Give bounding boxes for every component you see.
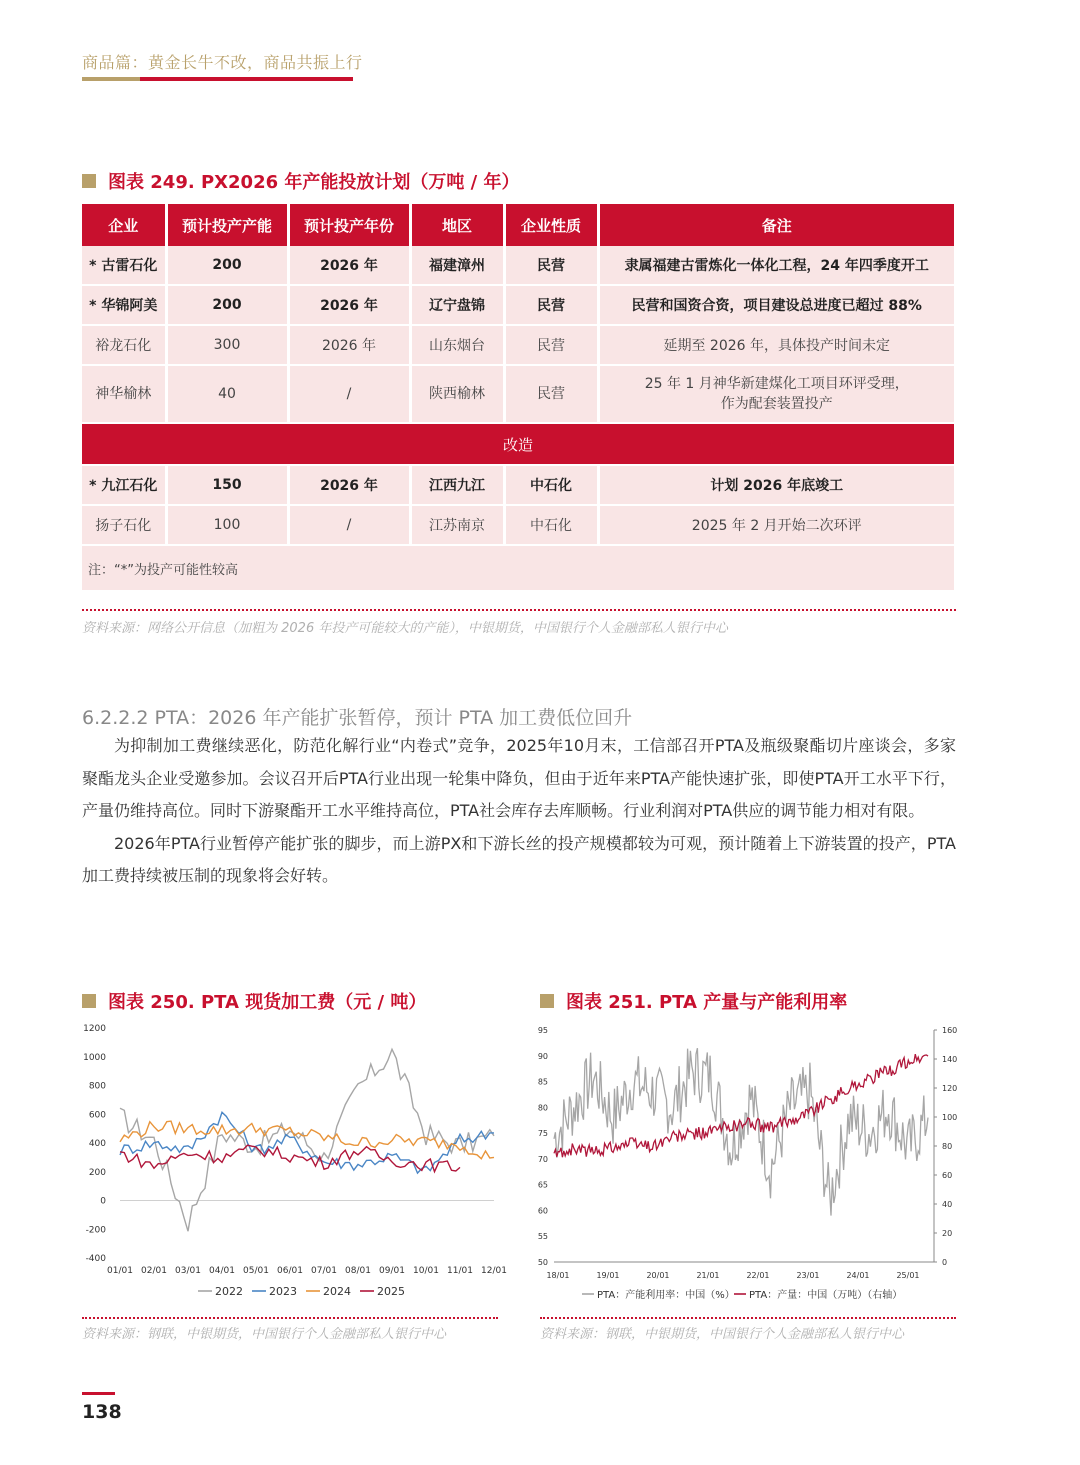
- table-cell: 200: [166, 285, 288, 325]
- square-bullet-icon: [82, 174, 96, 188]
- table-cell: 2026 年: [288, 246, 410, 285]
- x-tick-label: 18/01: [546, 1271, 570, 1280]
- y-tick-label: -200: [85, 1225, 106, 1236]
- y-tick-label: 55: [537, 1232, 548, 1242]
- y-tick-label: 1200: [83, 1024, 106, 1034]
- col-header: 预计投产产能: [166, 204, 288, 246]
- table-cell: /: [288, 505, 410, 545]
- pta-processing-fee-chart: [78, 1018, 507, 1310]
- y2-tick-label: 80: [942, 1142, 953, 1151]
- col-header: 预计投产年份: [288, 204, 410, 246]
- x-tick-label: 02/01: [141, 1266, 167, 1276]
- chart251-title-wrap: [540, 988, 847, 1014]
- table-cell: 延期至 2026 年，具体投产时间未定: [598, 325, 954, 365]
- y-tick-label: 800: [88, 1081, 106, 1092]
- section-heading: 6.2.2.2 PTA：2026 年产能扩张暂停，预计 PTA 加工费低位回升: [82, 707, 633, 729]
- x-tick-label: 10/01: [413, 1266, 439, 1276]
- col-header: 企业性质: [504, 204, 598, 246]
- table-cell: 扬子石化: [82, 505, 166, 545]
- x-tick-label: 05/01: [243, 1266, 269, 1276]
- chart250-source: 资料来源：钢联，中银期货，中国银行个人金融部私人银行中心: [82, 1327, 447, 1342]
- legend-label: 2024: [323, 1285, 351, 1298]
- y2-tick-label: 100: [942, 1113, 958, 1122]
- y2-tick-label: 40: [942, 1200, 953, 1209]
- table-cell: 2025 年 2 月开始二次环评: [598, 505, 954, 545]
- y2-tick-label: 160: [942, 1026, 958, 1035]
- table-cell: 裕龙石化: [82, 325, 166, 365]
- table-cell: * 华锦阿美: [82, 285, 166, 325]
- x-tick-label: 12/01: [481, 1266, 507, 1276]
- y-tick-label: 200: [88, 1167, 106, 1178]
- square-bullet-icon: [540, 994, 554, 1008]
- y-tick-label: 60: [537, 1206, 548, 1216]
- x-tick-label: 11/01: [447, 1266, 473, 1276]
- col-header: 地区: [410, 204, 504, 246]
- legend-label: PTA：产能利用率：中国（%）: [597, 1290, 735, 1301]
- table-cell: 神华榆林: [82, 365, 166, 423]
- series-line-2022: [120, 1049, 494, 1231]
- table-cell: 民营: [504, 365, 598, 423]
- x-tick-label: 25/01: [896, 1271, 920, 1280]
- table-cell: /: [288, 365, 410, 423]
- table-header-row: [82, 204, 954, 246]
- x-tick-label: 03/01: [175, 1266, 201, 1276]
- y-tick-label: 50: [537, 1258, 548, 1267]
- dotted-divider: [82, 609, 956, 611]
- dotted-divider: [82, 1317, 498, 1319]
- table-cell: 辽宁盘锦: [410, 285, 504, 325]
- table-cell: 40: [166, 365, 288, 423]
- table249-title-wrap: [82, 168, 520, 194]
- chart250-title-wrap: [82, 988, 426, 1014]
- dotted-divider: [540, 1317, 956, 1319]
- pta-output-utilization-chart: [534, 1018, 964, 1310]
- x-tick-label: 20/01: [646, 1271, 670, 1280]
- legend-label: 2022: [215, 1285, 243, 1298]
- table-row: [82, 365, 954, 423]
- table-cell: 福建漳州: [410, 246, 504, 285]
- y-tick-label: -400: [85, 1254, 106, 1264]
- table-row: [82, 246, 954, 285]
- table-cell: * 九江石化: [82, 465, 166, 505]
- y2-tick-label: 0: [942, 1258, 948, 1267]
- x-tick-label: 08/01: [345, 1266, 371, 1276]
- y-tick-label: 90: [537, 1051, 548, 1061]
- table-cell: 300: [166, 325, 288, 365]
- table-cell: 隶属福建古雷炼化一体化工程，24 年四季度开工: [598, 246, 954, 285]
- table-cell: 中石化: [504, 505, 598, 545]
- table249-title: 图表 249. PX2026 年产能投放计划（万吨 / 年）: [108, 172, 520, 193]
- legend-label: PTA：产量：中国（万吨）（右轴）: [749, 1290, 903, 1301]
- square-bullet-icon: [82, 994, 96, 1008]
- y2-tick-label: 120: [942, 1084, 958, 1093]
- col-header: 企业: [82, 204, 166, 246]
- y-tick-label: 65: [537, 1180, 548, 1190]
- table-section-row: [82, 423, 954, 465]
- y2-tick-label: 20: [942, 1229, 953, 1238]
- table-cell: 江西九江: [410, 465, 504, 505]
- table-cell: 2026 年: [288, 325, 410, 365]
- x-tick-label: 19/01: [596, 1271, 620, 1280]
- col-header: 备注: [598, 204, 954, 246]
- table-cell: 民营: [504, 325, 598, 365]
- header-bar-gold: [82, 77, 140, 81]
- table-cell: 计划 2026 年底竣工: [598, 465, 954, 505]
- table-cell: 陕西榆林: [410, 365, 504, 423]
- table-cell: 中石化: [504, 465, 598, 505]
- x-tick-label: 06/01: [277, 1266, 303, 1276]
- chart250-title: 图表 250. PTA 现货加工费（元 / 吨）: [108, 992, 427, 1013]
- y-tick-label: 80: [537, 1103, 548, 1113]
- table-cell: * 古雷石化: [82, 246, 166, 285]
- table-cell: 民营和国资合资，项目建设总进度已超过 88%: [598, 285, 954, 325]
- chart251-title: 图表 251. PTA 产量与产能利用率: [566, 992, 848, 1013]
- y-tick-label: 600: [88, 1110, 106, 1121]
- x-tick-label: 07/01: [311, 1266, 337, 1276]
- series-line-2025: [120, 1145, 460, 1172]
- table-cell: 150: [166, 465, 288, 505]
- table-cell: 2026 年: [288, 285, 410, 325]
- header-title: 商品篇：黄金长牛不改，商品共振上行: [82, 53, 363, 72]
- table-note-row: [82, 545, 954, 591]
- legend-label: 2023: [269, 1285, 297, 1298]
- table-row: [82, 285, 954, 325]
- series-line-0: [554, 1048, 928, 1215]
- series-line-2024: [120, 1121, 494, 1159]
- x-tick-label: 09/01: [379, 1266, 405, 1276]
- y-tick-label: 85: [537, 1077, 548, 1087]
- x-tick-label: 21/01: [696, 1271, 720, 1280]
- table-note: 注：“*”为投产可能性较高: [82, 545, 954, 591]
- table-cell: 100: [166, 505, 288, 545]
- y-tick-label: 400: [88, 1139, 106, 1149]
- y-tick-label: 95: [537, 1026, 548, 1035]
- table-cell: 民营: [504, 246, 598, 285]
- table-cell: 200: [166, 246, 288, 285]
- table-cell: 25 年 1 月神华新建煤化工项目环评受理，作为配套装置投产: [598, 365, 954, 423]
- header-bar-red: [140, 77, 353, 81]
- y-tick-label: 0: [100, 1196, 106, 1207]
- legend-label: 2025: [377, 1285, 405, 1298]
- table249-source: 资料来源：网络公开信息（加粗为 2026 年投产可能较大的产能），中银期货，中国银行个人金融部私人银行中心: [82, 621, 728, 636]
- px-capacity-table: [82, 204, 954, 592]
- y2-tick-label: 60: [942, 1171, 953, 1180]
- x-tick-label: 24/01: [846, 1271, 870, 1280]
- x-tick-label: 04/01: [209, 1266, 235, 1276]
- section-label: 改造: [82, 423, 954, 465]
- body-text: [82, 730, 956, 893]
- x-tick-label: 01/01: [107, 1266, 133, 1276]
- table-cell: 山东烟台: [410, 325, 504, 365]
- table-cell: 江苏南京: [410, 505, 504, 545]
- y-tick-label: 75: [537, 1129, 548, 1139]
- paragraph: 2026年PTA行业暂停产能扩张的脚步，而上游PX和下游长丝的投产规模都较为可观，预计随着上下游装置的投产，PTA加工费持续被压制的现象将会好转。: [82, 833, 956, 885]
- table-cell: 民营: [504, 285, 598, 325]
- x-tick-label: 23/01: [796, 1271, 820, 1280]
- page-number-bar: [82, 1392, 115, 1395]
- table-row: [82, 325, 954, 365]
- x-tick-label: 22/01: [746, 1271, 770, 1280]
- y2-tick-label: 140: [942, 1055, 958, 1064]
- table-row: [82, 505, 954, 545]
- table-cell: 2026 年: [288, 465, 410, 505]
- page-number: 138: [82, 1401, 122, 1423]
- table-row: [82, 465, 954, 505]
- paragraph: 为抑制加工费继续恶化，防范化解行业“内卷式”竞争，2025年10月末，工信部召开PTA及瓶级聚酯切片座谈会，多家聚酯龙头企业受邀参加。会议召开后PTA行业出现一轮集中降负，但由于近年来PTA产能快速扩张，即使PTA开工水平下行，产量仍维持高位。同时下游聚酯开工水平维持高位，PTA社会库存去库顺畅。行业利润对PTA供应的调节能力相对有限。: [82, 736, 956, 820]
- y-tick-label: 70: [537, 1154, 548, 1164]
- y-tick-label: 1000: [83, 1052, 106, 1063]
- chart251-source: 资料来源：钢联，中银期货，中国银行个人金融部私人银行中心: [540, 1327, 905, 1342]
